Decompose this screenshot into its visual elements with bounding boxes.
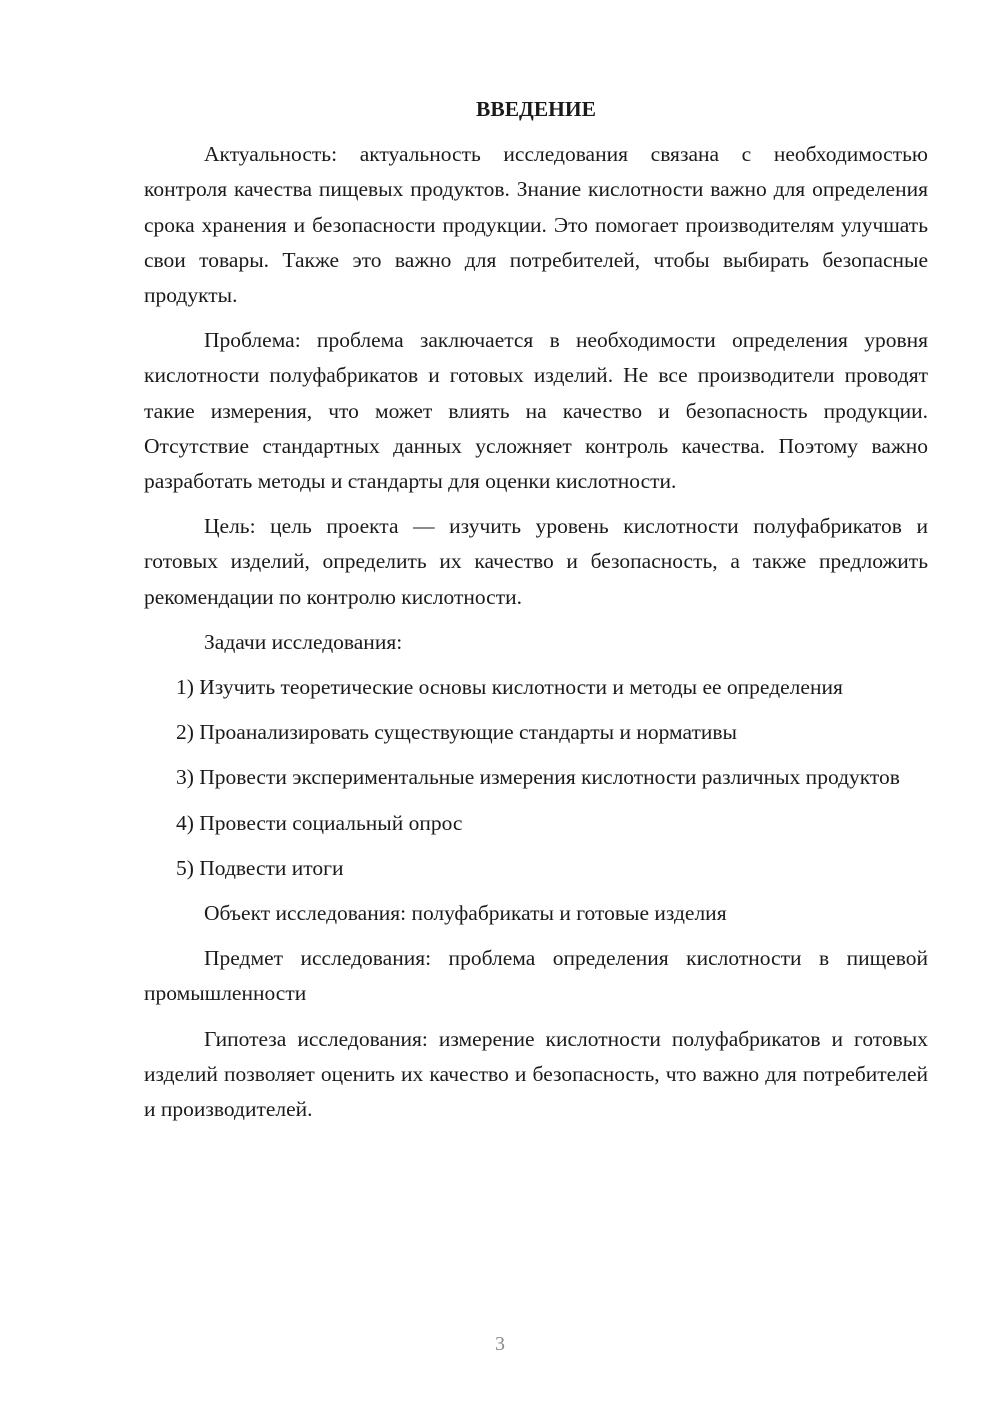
document-page — [144, 92, 928, 1127]
task-item-5: 5) Подвести итоги — [176, 855, 344, 880]
paragraph-goal: Цель: цель проекта — изучить уровень кислотности полуфабрикатов и готовых изделий, определить их качество и безопасность, а также предложить рекомендации по контролю кислотности. — [144, 514, 928, 609]
page-number: 3 — [495, 1333, 505, 1355]
tasks-heading: Задачи исследования: — [204, 629, 403, 654]
paragraph-problem: Проблема: проблема заключается в необходимости определения уровня кислотности полуфабрикатов и готовых изделий. Не все производители проводят такие измерения, что может влиять на качество и безопасность продукции. Отсутствие стандартных данных усложняет контроль качества. Поэтому важно разработать методы и стандарты для оценки кислотности. — [144, 328, 928, 494]
task-item-2: 2) Проанализировать существующие стандарты и нормативы — [176, 720, 737, 745]
task-item-4: 4) Провести социальный опрос — [176, 810, 463, 835]
task-item-1: 1) Изучить теоретические основы кислотности и методы ее определения — [176, 675, 843, 700]
paragraph-hypothesis: Гипотеза исследования: измерение кислотности полуфабрикатов и готовых изделий позволяет оценить их качество и безопасность, что важно для потребителей и производителей. — [144, 1026, 928, 1122]
paragraph-subject: Предмет исследования: проблема определения кислотности в пищевой промышленности — [144, 946, 928, 1006]
task-item-3: 3) Провести экспериментальные измерения кислотности различных продуктов — [176, 765, 900, 790]
section-title: ВВЕДЕНИЕ — [476, 97, 596, 121]
paragraph-relevance: Актуальность: актуальность исследования связана с необходимостью контроля качества пищевых продуктов. Знание кислотности важно для определения срока хранения и безопасности продукции. Это помогает производителям улучшать свои товары. Также это важно для потребителей, чтобы выбирать безопасные продукты. — [144, 142, 928, 308]
paragraph-object: Объект исследования: полуфабрикаты и готовые изделия — [204, 901, 727, 926]
